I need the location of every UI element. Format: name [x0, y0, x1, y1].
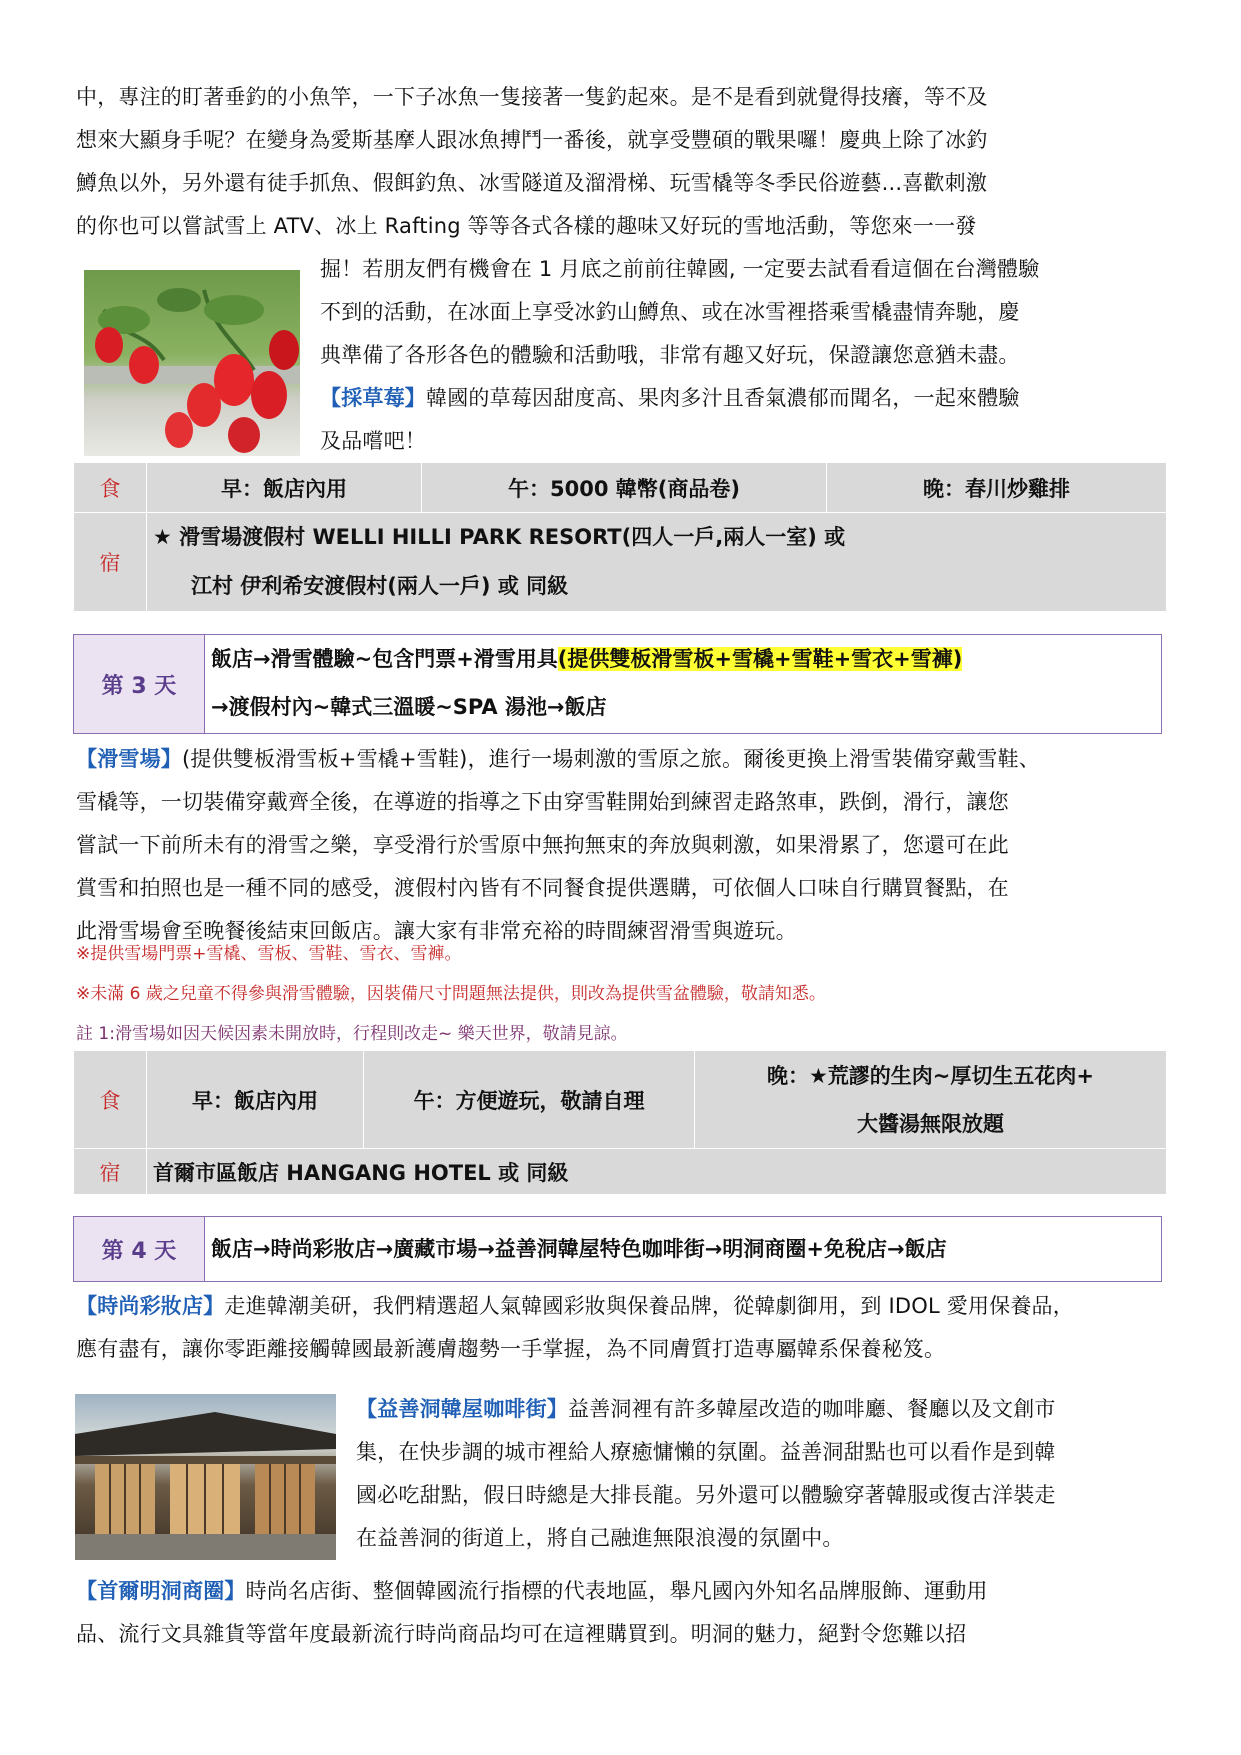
ski-paragraph: 【滑雪場】(提供雙板滑雪板+雪橇+雪鞋)，進行一場刺激的雪原之旅。爾後更換上滑雪裝備穿戴雪鞋、 雪橇等，一切裝備穿戴齊全後，在導遊的指導之下由穿雪鞋開始到練習走路煞車，跌倒，滑行，讓您 嘗試一下前所未有的滑雪之樂，享受滑行於雪原中無拘無束的奔放與刺激，如果滑累了，您還可在此 賞雪和拍照也是一種不同的感受，渡假村內皆有不同餐食提供選購，可依個人口味自行購買餐點，在 此滑雪場會至晚餐後結束回飯店。讓大家有非常充裕的時間練習滑雪與遊玩。 — [76, 747, 1040, 943]
day4-header — [73, 1216, 1162, 1282]
ski-label: 【滑雪場】 — [76, 747, 182, 771]
ikseon-label: 【益善洞韓屋咖啡街】 — [356, 1397, 568, 1421]
cosmetic-label: 【時尚彩妝店】 — [76, 1294, 225, 1318]
day4-route: 飯店→時尚彩妝店→廣藏市場→益善洞韓屋特色咖啡街→明洞商圈+免稅店→飯店 — [211, 1237, 947, 1261]
day2-meal-table — [73, 462, 1167, 612]
stay-key: 宿 — [74, 513, 147, 612]
strawberry-icon — [84, 270, 300, 456]
stay-cell — [147, 513, 1167, 612]
intro-line: 中，專注的盯著垂釣的小魚竿，一下子冰魚一隻接著一隻釣起來。是不是看到就覺得技癢，等不及 — [76, 85, 988, 109]
intro-paragraph — [76, 76, 988, 248]
dinner-cell: 晚：★荒謬的生肉~厚切生五花肉+ 大醬湯無限放題 — [695, 1051, 1167, 1149]
breakfast-cell: 早：飯店內用 — [147, 1051, 364, 1149]
note-equipment: ※提供雪場門票+雪橇、雪板、雪鞋、雪衣、雪褲。 — [76, 944, 462, 964]
food-key: 食 — [74, 463, 147, 513]
intro-line: 的你也可以嘗試雪上 ATV、冰上 Rafting 等等各式各樣的趣味又好玩的雪地活動，等您來一一發 — [76, 214, 977, 238]
stay-line: 江村 伊利希安渡假村(兩人一戶) 或 同級 — [191, 574, 569, 598]
intro-line: 想來大顯身手呢？在變身為愛斯基摩人跟冰魚搏鬥一番後，就享受豐碩的戰果囉！慶典上除了冰釣 — [76, 128, 988, 152]
intro-line: 掘！若朋友們有機會在 1 月底之前前往韓國, 一定要去試看看這個在台灣體驗 — [320, 257, 1040, 281]
intro-line: 典準備了各形各色的體驗和活動哦，非常有趣又好玩，保證讓您意猶未盡。 — [320, 343, 1020, 367]
strawberry-label: 【採草莓】 — [320, 386, 426, 410]
myeongdong-paragraph: 【首爾明洞商圈】時尚名店街、整個韓國流行指標的代表地區，舉凡國內外知名品牌服飾、運動用 品、流行文具雜貨等當年度最新流行時尚商品均可在這裡購買到。明洞的魅力，絕對令您難以招 — [76, 1579, 988, 1646]
note-children: ※未滿 6 歲之兒童不得參與滑雪體驗，因裝備尺寸問題無法提供，則改為提供雪盆體驗，敬請知悉。 — [76, 984, 826, 1004]
day3-equipment-highlight: (提供雙板滑雪板+雪橇+雪鞋+雪衣+雪褲) — [557, 647, 963, 671]
day3-route: 飯店→滑雪體驗~包含門票+滑雪用具(提供雙板滑雪板+雪橇+雪鞋+雪衣+雪褲) →渡假村內~韓式三溫暖~SPA 湯池→飯店 — [211, 647, 963, 719]
intro-side-paragraph — [320, 248, 1039, 463]
stay-line: ★ 滑雪場渡假村 WELLI HILLI PARK RESORT(四人一戶,兩人一室) 或 — [153, 525, 846, 549]
dinner-cell: 晚：春川炒雞排 — [827, 463, 1167, 513]
breakfast-cell: 早：飯店內用 — [147, 463, 422, 513]
myeongdong-label: 【首爾明洞商圈】 — [76, 1579, 246, 1603]
note-weather: 註 1:滑雪場如因天候因素未開放時，行程則改走~ 樂天世界，敬請見諒。 — [76, 1024, 628, 1044]
ikseon-paragraph: 【益善洞韓屋咖啡街】益善洞裡有許多韓屋改造的咖啡廳、餐廳以及文創市 集，在快步調的城市裡給人療癒慵懶的氛圍。益善洞甜點也可以看作是到韓 國必吃甜點，假日時總是大排長龍。另外還可以體驗穿著韓服或復古洋裝走 在益善洞的街道上，將自己融進無限浪漫的氛圍中。 — [356, 1397, 1056, 1550]
hanok-roof-icon — [75, 1394, 336, 1560]
day4-label: 第 4 天 — [74, 1217, 205, 1281]
day3-header — [73, 634, 1162, 734]
day3-label: 第 3 天 — [74, 635, 205, 733]
stay-cell: 首爾市區飯店 HANGANG HOTEL 或 同級 — [147, 1149, 1167, 1195]
strawberry-line: 【採草莓】韓國的草莓因甜度高、果肉多汁且香氣濃郁而聞名，一起來體驗 — [320, 386, 1020, 410]
stay-key: 宿 — [74, 1149, 147, 1195]
food-key: 食 — [74, 1051, 147, 1149]
lunch-cell: 午：方便遊玩，敬請自理 — [364, 1051, 695, 1149]
strawberry-photo — [84, 270, 300, 456]
lunch-cell: 午：5000 韓幣(商品卷) — [422, 463, 827, 513]
day3-meal-table — [73, 1050, 1167, 1195]
intro-line: 不到的活動，在冰面上享受冰釣山鱒魚、或在冰雪裡搭乘雪橇盡情奔馳，慶 — [320, 300, 1020, 324]
hanok-cafe-photo — [75, 1394, 336, 1560]
strawberry-line-2: 及品嚐吧！ — [320, 429, 426, 453]
cosmetic-paragraph: 【時尚彩妝店】走進韓潮美研，我們精選超人氣韓國彩妝與保養品牌，從韓劇御用，到 IDOL 愛用保養品， 應有盡有，讓你零距離接觸韓國最新護膚趨勢一手掌握，為不同膚質打造專屬韓系保養秘笈。 — [76, 1294, 1074, 1361]
intro-line: 鱒魚以外，另外還有徒手抓魚、假餌釣魚、冰雪隧道及溜滑梯、玩雪橇等冬季民俗遊藝...喜歡刺激 — [76, 171, 988, 195]
